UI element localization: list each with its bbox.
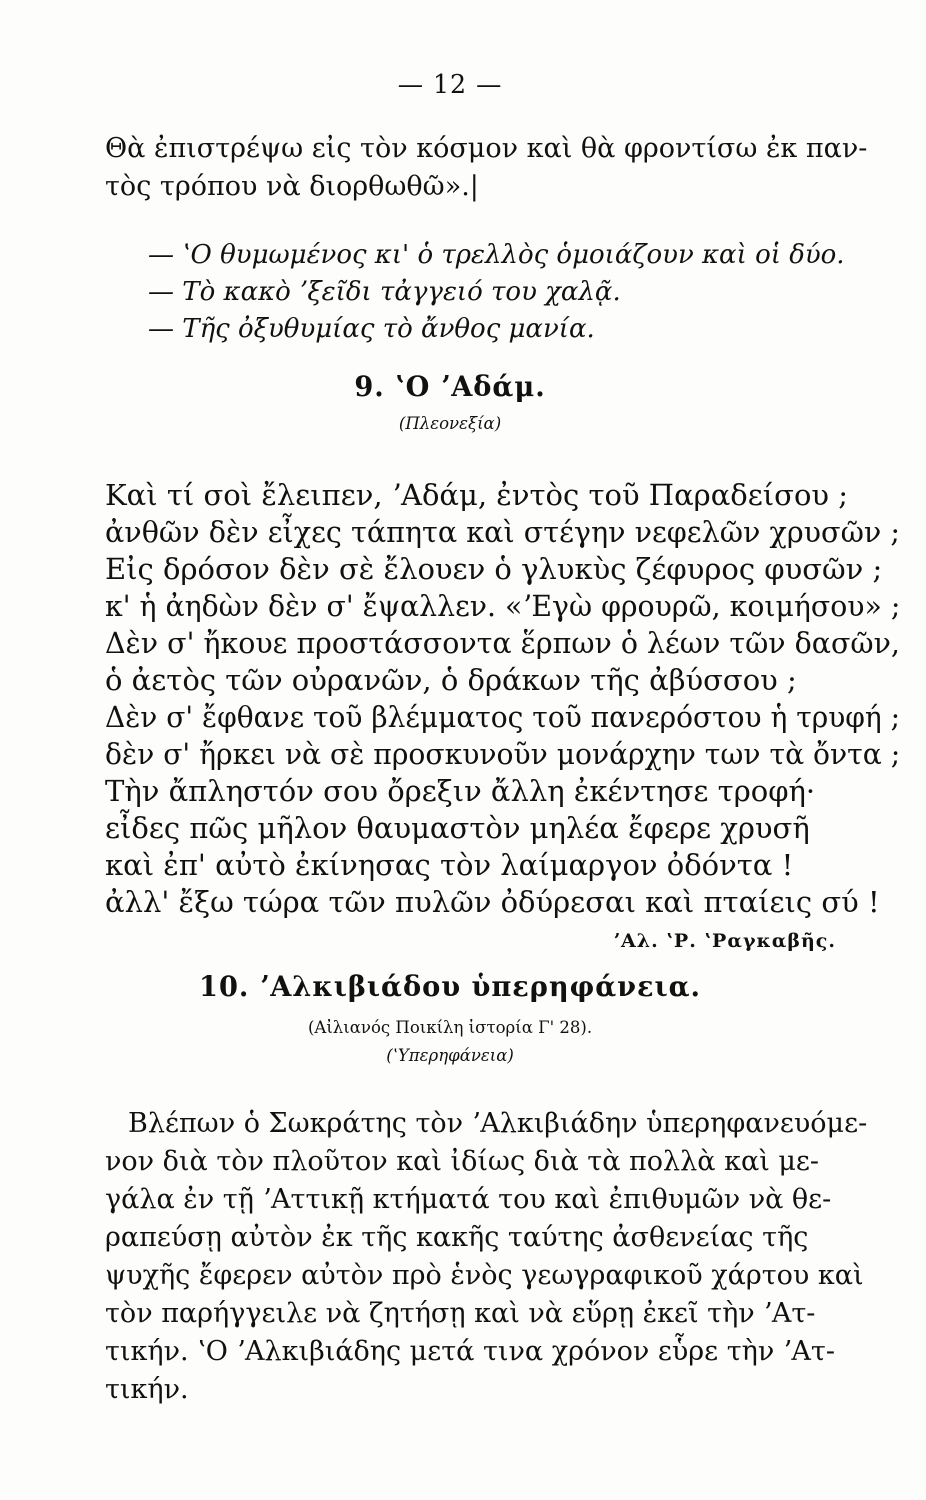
body-line: γάλα ἐν τῇ ʼΑττικῇ κτήματά του καὶ ἐπιθυμῶν νὰ θε- [105,1184,832,1215]
section-heading: 9. ʽΟ ʼΑδάμ. [354,370,546,403]
body-line: τικήν. ʽΟ ʼΑλκιβιάδης μετά τινα χρόνον εὗρε τὴν ʼΑτ- [105,1336,835,1367]
poem-line: δὲν σ' ἤρκει νὰ σὲ προσκυνοῦν μονάρχην των τὰ ὄντα ; [105,737,901,771]
poem-line: ἀλλ' ἔξω τώρα τῶν πυλῶν ὀδύρεσαι καὶ πταίεις σύ ! [105,885,880,919]
opening-line: Θὰ ἐπιστρέψω εἰς τὸν κόσμον καὶ θὰ φροντίσω ἐκ παν- [105,133,868,164]
saying-line: — ʽΟ θυμωμένος κι' ὁ τρελλὸς ὁμοιάζουν καὶ οἱ δύο. [148,240,845,270]
poem-author: ʼΑλ. ʽΡ. ʽΡαγκαβῆς. [613,930,836,952]
poem-line: Εἰς δρόσον δὲν σὲ ἔλουεν ὁ γλυκὺς ζέφυρος φυσῶν ; [105,552,883,586]
poem-line: Δὲν σ' ἔφθανε τοῦ βλέμματος τοῦ πανερόστου ἡ τρυφή ; [105,700,901,734]
body-line: τὸν παρήγγειλε νὰ ζητήσῃ καὶ νὰ εὕρῃ ἐκεῖ τὴν ʼΑτ- [105,1298,816,1329]
poem-line: κ' ἡ ἀηδὼν δὲν σ' ἔψαλλεν. «ʼΕγὼ φρουρῶ, κοιμήσου» ; [105,589,901,623]
section-heading: 10. ʼΑλκιβιάδου ὑπερηφάνεια. [199,970,702,1003]
poem-line: ἀνθῶν δὲν εἶχες τάπητα καὶ στέγην νεφελῶν χρυσῶν ; [105,515,900,549]
body-line: νον διὰ τὸν πλοῦτον καὶ ἰδίως διὰ τὰ πολλὰ καὶ με- [105,1146,820,1177]
poem-line: καὶ ἐπ' αὐτὸ ἐκίνησας τὸν λαίμαργον ὀδόντα ! [105,848,794,882]
body-line: Βλέπων ὁ Σωκράτης τὸν ʼΑλκιβιάδην ὑπερηφανευόμε- [128,1108,868,1139]
body-line: ραπεύσῃ αὐτὸν ἐκ τῆς κακῆς ταύτης ἀσθενείας τῆς [105,1222,809,1253]
section-subtitle: (ʽΥπερηφάνεια) [386,1046,514,1066]
section-source: (Αἰλιανός Ποικίλη ἱστορία Γ' 28). [307,1018,593,1038]
poem-line: Τὴν ἄπληστόν σου ὄρεξιν ἄλλη ἐκέντησε τροφή· [105,774,816,808]
poem-line: Καὶ τί σοὶ ἔλειπεν, ʼΑδάμ, ἐντὸς τοῦ Παραδείσου ; [105,478,849,512]
body-line: ψυχῆς ἔφερεν αὐτὸν πρὸ ἑνὸς γεωγραφικοῦ χάρτου καὶ [105,1260,864,1291]
section-subtitle: (Πλεονεξία) [398,414,502,434]
body-line: τικήν. [105,1374,189,1405]
saying-line: — Τὸ κακὸ ʼξεῖδι τἀγγειό του χαλᾷ. [148,277,621,307]
page-number: — 12 — [397,70,503,100]
poem-line: εἶδες πῶς μῆλον θαυμαστὸν μηλέα ἔφερε χρυσῆ [105,811,810,845]
saying-line: — Τῆς ὀξυθυμίας τὸ ἄνθος μανία. [148,314,595,344]
opening-line: τὸς τρόπου νὰ διορθωθῶ».| [105,171,479,202]
poem-line: ὁ ἀετὸς τῶν οὐρανῶν, ὁ δράκων τῆς ἀβύσσου ; [105,663,797,697]
poem-line: Δὲν σ' ἤκουε προστάσσοντα ἕρπων ὁ λέων τῶν δασῶν, [105,626,900,660]
